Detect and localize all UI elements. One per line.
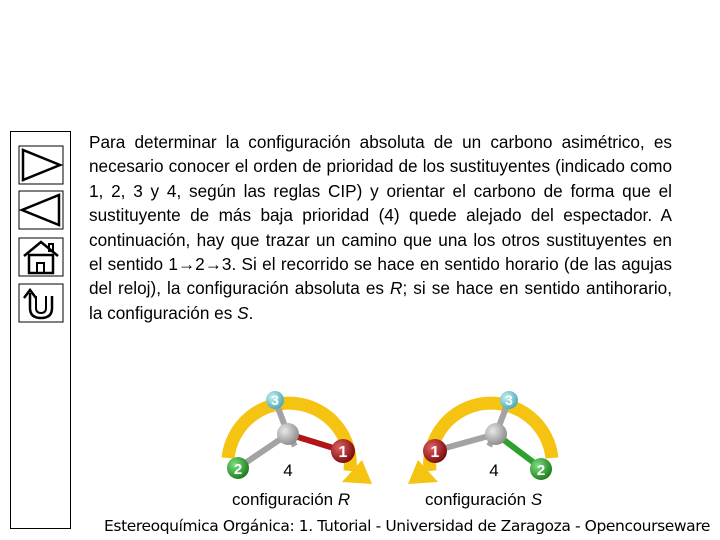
- text-run: Para determinar la configuración absoluta de un carbono asimétrico, es necesario conocer el orden de prioridad de los sustituyentes (indicado como 1, 2, 3 y 4, según las reglas CIP) y orientar el carbono de forma que el sustituyente de más baja prioridad (4) quede alejado del espectador. A continuación, hay que trazar un camino que una los otros sustituyentes en el sentido 1→2→3. Si el recorrido se hace en sentido horario (de las agujas del reloj), la configuración absoluta es: [89, 132, 672, 299]
- next-button[interactable]: [16, 144, 66, 186]
- configuration-diagram: [200, 368, 560, 490]
- italic-term: S: [237, 302, 249, 323]
- return-button[interactable]: [16, 282, 66, 324]
- caption-prefix: configuración: [232, 490, 338, 509]
- label-right: 2: [536, 462, 546, 479]
- home-icon: [16, 236, 66, 278]
- caption-letter: R: [337, 490, 351, 509]
- caption-s: [425, 490, 542, 510]
- label-right: 1: [338, 444, 348, 461]
- label-top: 3: [505, 392, 513, 408]
- caption-letter: S: [530, 490, 543, 509]
- text-run: .: [248, 302, 254, 323]
- label-center: 4: [489, 461, 499, 480]
- atom-center-carbon: [485, 423, 507, 445]
- label-top: 3: [271, 392, 279, 408]
- previous-button[interactable]: [16, 189, 66, 231]
- previous-icon: [16, 189, 66, 231]
- text-run: ; si se hace en sentido antihorario, la configuración es: [89, 278, 672, 323]
- label-left: 1: [430, 444, 440, 461]
- caption-prefix: configuración: [425, 490, 531, 509]
- label-center: 4: [283, 461, 293, 480]
- label-left: 2: [233, 461, 243, 478]
- molecule-s: [408, 391, 552, 484]
- footer-credits: Estereoquímica Orgánica: 1. Tutorial - Universidad de Zaragoza - Opencourseware: [104, 517, 711, 535]
- italic-term: R: [390, 278, 403, 299]
- home-button[interactable]: [16, 236, 66, 278]
- caption-r: [232, 490, 350, 510]
- next-icon: [16, 144, 66, 186]
- explanation-paragraph: [89, 130, 672, 325]
- molecule-r: [227, 391, 372, 484]
- navigation-rail: [10, 131, 71, 529]
- return-icon: [16, 282, 66, 324]
- atom-center-carbon: [277, 423, 299, 445]
